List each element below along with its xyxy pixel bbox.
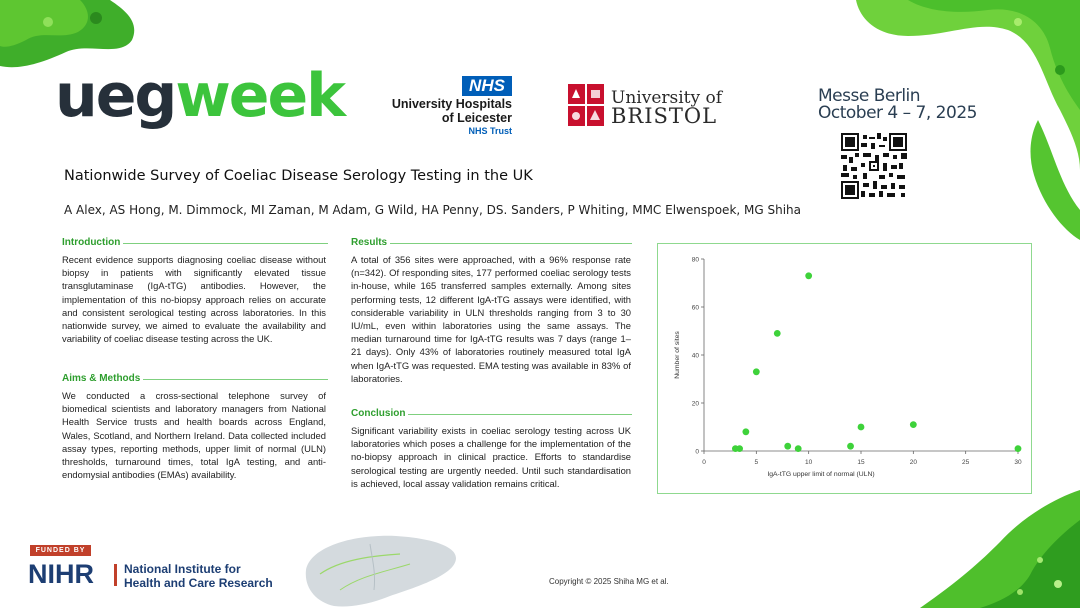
bristol-crest-icon — [568, 84, 604, 126]
venue-dates: October 4 – 7, 2025 — [818, 103, 977, 123]
y-tick-label: 20 — [691, 400, 699, 408]
y-tick-label: 80 — [691, 256, 699, 264]
nhs-name-line-1: University Hospitals — [391, 97, 512, 111]
introduction-heading: Introduction — [62, 237, 123, 248]
nihr-divider — [114, 564, 117, 586]
results-rule — [351, 243, 632, 244]
poster-title: Nationwide Survey of Coeliac Disease Serology Testing in the UK — [64, 168, 533, 184]
data-point — [753, 368, 760, 375]
data-point — [742, 428, 749, 435]
nihr-logo: NIHR — [28, 559, 94, 589]
author-list: A Alex, AS Hong, M. Dimmock, MI Zaman, M Adam, G Wild, HA Penny, DS. Sanders, P Whiting, MMC Elwenspoek, MG Shiha — [64, 203, 801, 217]
y-tick-label: 60 — [691, 304, 699, 312]
nhs-trust-name — [350, 97, 512, 125]
aims-methods-heading: Aims & Methods — [62, 373, 143, 384]
x-tick-label: 10 — [805, 459, 813, 466]
x-tick-label: 5 — [754, 459, 759, 466]
data-point — [784, 443, 791, 450]
x-axis-label: IgA-tTG upper limit of normal (ULN) — [767, 471, 875, 478]
introduction-text: Recent evidence supports diagnosing coeliac disease without biopsy in patients with significantly elevated tissue transglutaminase (IgA-tTG) antibodies. However, the implementation of this no-biopsy approach relies on accurate and consistent serological testing across laboratories. In this nationwide survey, we aimed to evaluate the availability and variability of coeliac disease testing across the UK. — [62, 254, 326, 345]
data-point — [736, 445, 743, 452]
nihr-name-line-2: Health and Care Research — [124, 576, 273, 590]
nhs-logo-badge: NHS — [462, 76, 512, 96]
liver-illustration — [300, 530, 460, 608]
x-tick-label: 15 — [857, 459, 865, 466]
decorative-green-blob-bottom-right — [880, 480, 1080, 608]
y-axis-label: Number of sites — [674, 331, 681, 379]
data-point — [1015, 445, 1022, 452]
nhs-name-line-2: of Leicester — [441, 111, 512, 125]
conclusion-text: Significant variability exists in coeliac serology testing across UK laboratories which poses a challenge for the implementation of the no-biopsy approach in clinical practice. Efforts to standardise serological testing are urgently needed. Until such standardisation is achieved, local assay validation remains critical. — [351, 425, 631, 489]
x-tick-label: 20 — [909, 459, 917, 466]
data-point — [847, 443, 854, 450]
results-heading: Results — [351, 237, 390, 248]
bristol-name-line-2: BRISTOL — [611, 104, 718, 128]
venue-name: Messe Berlin — [818, 86, 921, 106]
data-point — [910, 421, 917, 428]
nhs-trust-label: NHS Trust — [468, 126, 512, 136]
data-point — [795, 445, 802, 452]
data-point — [858, 424, 865, 431]
bristol-name-line-1: University of — [611, 88, 723, 108]
ueg-week-logo: uegweek — [55, 61, 345, 131]
y-tick-label: 40 — [691, 352, 699, 360]
nihr-name-line-1: National Institute for — [124, 562, 241, 576]
data-point — [774, 330, 781, 337]
x-tick-label: 30 — [1014, 459, 1022, 466]
x-tick-label: 25 — [962, 459, 970, 466]
scatter-chart — [658, 244, 1031, 493]
funded-by-label: FUNDED BY — [30, 545, 91, 556]
scatter-chart-panel — [657, 243, 1032, 494]
results-text: A total of 356 sites were approached, with a 96% response rate (n=342). Of responding sites, 177 performed coeliac serology tests in-house, while 165 transferred samples externally. Among sites performing tests, 12 different IgA-tTG assays were identified, with considerable variability in ULN thresholds ranging from 3 to 30 IU/mL, even within laboratories using the same assays. The median turnaround time for IgA-tTG results was 7 days (range 1–21 days). Only 43% of laboratories routinely measured total IgA when IgA-tTG was requested. EMA testing was available in 83% of laboratories. — [351, 254, 631, 384]
qr-code-icon[interactable] — [841, 133, 907, 199]
copyright-notice: Copyright © 2025 Shiha MG et al. — [549, 577, 669, 586]
decorative-green-blob-top-left — [0, 0, 150, 70]
data-point — [805, 272, 812, 279]
y-tick-label: 0 — [695, 448, 699, 456]
conclusion-heading: Conclusion — [351, 408, 408, 419]
x-tick-label: 0 — [702, 459, 706, 466]
aims-methods-text: We conducted a cross-sectional telephone survey of biomedical scientists and laboratory managers from National Health Service trusts and health boards across England, Wales, Scotland, and Northern Ireland. Data collected included assay types, reporting methods, upper limit of normal (ULN) thresholds, turnaround times, total IgA testing, and anti-endomysial antibodies (EMAs) availability. — [62, 390, 326, 481]
